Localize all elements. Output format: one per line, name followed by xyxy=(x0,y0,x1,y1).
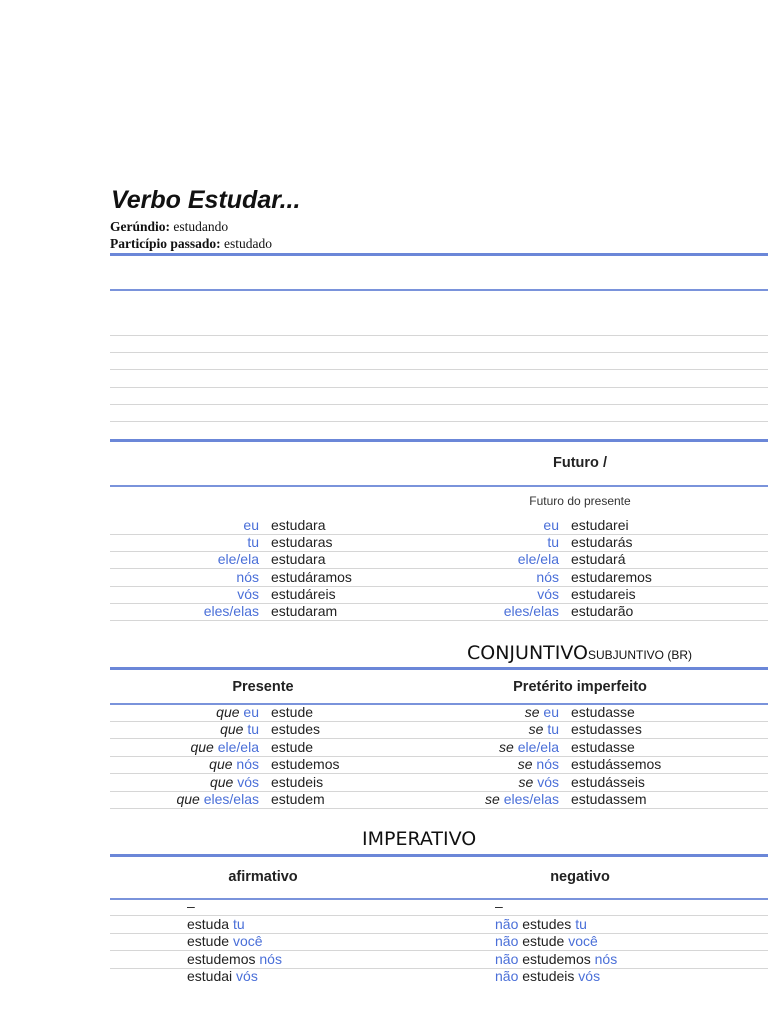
afirmativo-cell xyxy=(187,968,258,984)
participle-value: estudado xyxy=(224,236,273,251)
imperfeito-header: Pretérito imperfeito xyxy=(513,679,647,695)
se-word: se xyxy=(518,774,534,790)
pronoun-cell: nós xyxy=(536,569,559,585)
subjunctive-imperfeito-pronoun xyxy=(420,721,559,737)
verb-form-cell: estude xyxy=(271,704,314,720)
pronoun-cell: ele/ela xyxy=(517,551,559,567)
que-word: que xyxy=(216,704,240,720)
que-word: que xyxy=(209,774,234,790)
gerund-label: Gerúndio: xyxy=(110,219,171,234)
verb-form-cell: estude xyxy=(271,739,314,755)
empty-row-rule xyxy=(110,352,768,353)
pronoun: ele/ela xyxy=(217,739,259,755)
nao-word: não xyxy=(495,933,519,949)
verb-form-cell: estudáreis xyxy=(271,586,336,602)
verb-form-cell: estudáramos xyxy=(271,569,352,585)
negativo-cell xyxy=(495,933,598,949)
pronoun-cell: vós xyxy=(537,586,559,602)
pronoun-cell: eu xyxy=(543,517,559,533)
futuro-presente-label: Futuro do presente xyxy=(529,494,631,508)
que-word: que xyxy=(220,721,244,737)
que-word: que xyxy=(190,739,214,755)
pronoun: ele/ela xyxy=(517,739,559,755)
verb-form-cell: estudasse xyxy=(571,704,635,720)
verb: estudai xyxy=(187,968,233,984)
futuro-header: Futuro / xyxy=(553,455,607,471)
nao-word: não xyxy=(495,968,519,984)
subjunctive-title xyxy=(467,642,692,664)
pronoun-cell: tu xyxy=(547,534,559,550)
se-word: se xyxy=(524,704,540,720)
pronoun: tu xyxy=(247,721,259,737)
verb-form-cell: estudasse xyxy=(571,739,635,755)
table-row-rule xyxy=(110,620,768,621)
verb-form-cell: estudemos xyxy=(271,756,340,772)
subjunctive-presente-pronoun xyxy=(110,704,259,720)
se-word: se xyxy=(485,791,500,807)
subjunctive-presente-pronoun xyxy=(110,774,259,790)
se-word: se xyxy=(528,721,544,737)
pronoun: vós xyxy=(236,968,258,984)
verb-form-cell: estudará xyxy=(571,551,626,567)
verb: estudemos xyxy=(187,951,256,967)
pronoun: nós xyxy=(536,756,559,772)
participle-line xyxy=(110,236,272,252)
verb: estude xyxy=(187,933,230,949)
verb: estuda xyxy=(187,916,230,932)
pronoun: você xyxy=(232,933,263,949)
negativo-header: negativo xyxy=(550,869,610,885)
empty-row-rule xyxy=(110,404,768,405)
verb-form-cell: estudeis xyxy=(271,774,324,790)
verb-form-cell: estudasses xyxy=(571,721,642,737)
pronoun: eu xyxy=(243,704,259,720)
pronoun: vós xyxy=(237,774,259,790)
pronoun: tu xyxy=(575,916,587,932)
verb-form-cell: estudara xyxy=(271,517,326,533)
gerund-line xyxy=(110,219,228,235)
que-word: que xyxy=(209,756,233,772)
pronoun-cell: ele/ela xyxy=(217,551,259,567)
subjunctive-imperfeito-pronoun xyxy=(420,739,559,755)
nao-word: não xyxy=(495,951,519,967)
afirmativo-cell xyxy=(187,933,263,949)
se-word: se xyxy=(499,739,514,755)
verb-form-cell: estudaram xyxy=(271,603,338,619)
pronoun: vós xyxy=(578,968,601,984)
subjunctive-title-main: CONJUNTIVO xyxy=(467,642,588,664)
verb-form-cell: estudaras xyxy=(271,534,333,550)
subjunctive-presente-pronoun xyxy=(110,739,259,755)
subjunctive-imperfeito-pronoun xyxy=(420,704,559,720)
imperative-title: IMPERATIVO xyxy=(362,828,477,850)
dash-cell: – xyxy=(495,898,503,914)
pronoun-cell: eles/elas xyxy=(503,603,559,619)
verb-form-cell: estudassem xyxy=(571,791,647,807)
subjunctive-top-rule xyxy=(110,667,768,670)
pronoun: você xyxy=(568,933,598,949)
verb-form-cell: estudarei xyxy=(571,517,629,533)
subjunctive-presente-pronoun xyxy=(110,721,259,737)
negativo-cell xyxy=(495,916,587,932)
subjunctive-imperfeito-pronoun xyxy=(420,774,559,790)
empty-row-rule xyxy=(110,335,768,336)
indicative-header-rule xyxy=(110,485,768,487)
pronoun-cell: eu xyxy=(243,517,259,533)
empty-row-rule xyxy=(110,369,768,370)
pronoun: vós xyxy=(537,774,559,790)
verb-form-cell: estudes xyxy=(271,721,321,737)
subjunctive-imperfeito-pronoun xyxy=(420,756,559,772)
pronoun-cell: eles/elas xyxy=(203,603,259,619)
presente-header: Presente xyxy=(232,679,294,695)
negativo-cell xyxy=(495,951,617,967)
que-word: que xyxy=(176,791,200,807)
header-divider xyxy=(110,253,768,256)
imperative-top-rule xyxy=(110,854,768,857)
table-row-rule xyxy=(110,808,768,809)
verb-form-cell: estudásseis xyxy=(571,774,645,790)
imperative-header-rule xyxy=(110,898,768,900)
negativo-cell xyxy=(495,968,600,984)
pronoun: nós xyxy=(594,951,618,967)
pronoun: nós xyxy=(236,756,259,772)
pronoun-cell: vós xyxy=(237,586,259,602)
verb: estudeis xyxy=(522,968,575,984)
dash-cell: – xyxy=(187,898,195,914)
se-word: se xyxy=(517,756,533,772)
participle-label: Particípio passado: xyxy=(110,236,221,251)
verb: estude xyxy=(522,933,565,949)
verb: estudemos xyxy=(522,951,591,967)
subjunctive-title-small: SUBJUNTIVO (BR) xyxy=(588,648,693,662)
subjunctive-presente-pronoun xyxy=(110,791,259,807)
subjunctive-imperfeito-pronoun xyxy=(420,791,559,807)
afirmativo-header: afirmativo xyxy=(228,869,298,885)
nao-word: não xyxy=(495,916,519,932)
table-top-rule xyxy=(110,289,768,291)
pronoun: tu xyxy=(232,916,245,932)
subjunctive-presente-pronoun xyxy=(110,756,259,772)
indicative-table-top-rule xyxy=(110,439,768,442)
pronoun-cell: tu xyxy=(247,534,259,550)
verb-form-cell: estudássemos xyxy=(571,756,662,772)
gerund-value: estudando xyxy=(173,219,229,234)
pronoun: eles/elas xyxy=(503,791,559,807)
verb-form-cell: estudaremos xyxy=(571,569,652,585)
pronoun: nós xyxy=(259,951,282,967)
page-title: Verbo Estudar... xyxy=(111,186,301,214)
afirmativo-cell xyxy=(187,916,245,932)
afirmativo-cell xyxy=(187,951,282,967)
verb-form-cell: estudara xyxy=(271,551,326,567)
pronoun: tu xyxy=(547,721,559,737)
verb: estudes xyxy=(522,916,572,932)
empty-row-rule xyxy=(110,421,768,422)
verb-form-cell: estudarás xyxy=(571,534,633,550)
empty-row-rule xyxy=(110,387,768,388)
verb-form-cell: estudareis xyxy=(571,586,636,602)
pronoun-cell: nós xyxy=(236,569,259,585)
pronoun: eles/elas xyxy=(203,791,259,807)
verb-form-cell: estudarão xyxy=(571,603,634,619)
pronoun: eu xyxy=(543,704,559,720)
verb-form-cell: estudem xyxy=(271,791,325,807)
